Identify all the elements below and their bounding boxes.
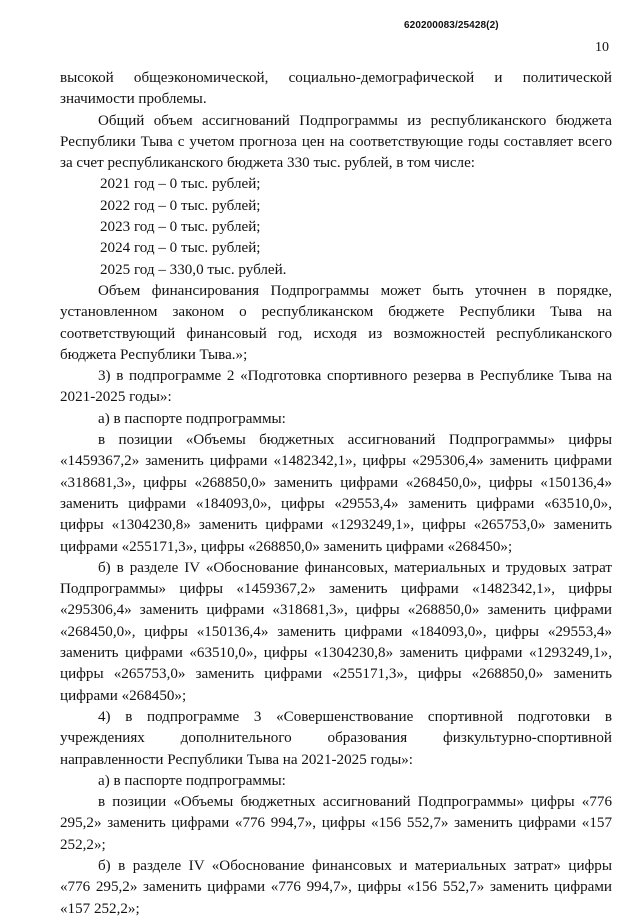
year-line-2022: 2022 год – 0 тыс. рублей; [100,197,261,214]
paragraph-item-3a-position: в позиции «Объемы бюджетных ассигнований Подпрограммы» цифры «1459367,2» заменить цифрами «1482342,1», цифры «295306,4» заменить цифрами «318681,3», цифры «268850,0» заменить цифрами «268450,0», цифры «150136,4» заменить цифрами «184093,0», цифры «29553,4» заменить цифрами «63510,0», цифры «1304230,8» заменить цифрами «1293249,1», цифры «265753,0» заменить цифрами «255171,3», цифры «268850,0» заменить цифрами «268450»; [60,432,612,555]
paragraph-financing-note: Объем финансирования Подпрограммы может быть уточнен в порядке, установленном законом о республиканском бюджете Республики Тыва на соответствующий финансовый год, исходя из возможностей республиканского бюджета Республики Тыва.»; [60,282,612,363]
year-line-2023: 2023 год – 0 тыс. рублей; [100,219,261,236]
paragraph-item-4: 4) в подпрограмме 3 «Совершенствование спортивной подготовки в учреждениях дополнительного образования физкультурно-спортивной направленности Республики Тыва на 2021-2025 годы»: [60,708,612,768]
year-line-2024: 2024 год – 0 тыс. рублей; [100,240,261,257]
paragraph-total-allocation: Общий объем ассигнований Подпрограммы из республиканского бюджета Республики Тыва с учетом прогноза цен на соответствующие годы составляет всего за счет республиканского бюджета 330 тыс. рублей, в том числе: [60,112,612,172]
document-id: 620200083/25428(2) [404,20,499,31]
paragraph-item-3b: б) в разделе IV «Обоснование финансовых, материальных и трудовых затрат Подпрограммы» цифры «1459367,2» заменить цифрами «1482342,1», цифры «295306,4» заменить цифрами «318681,3», цифры «268850,0» заменить цифрами «268450,0», цифры «150136,4» заменить цифрами «184093,0», цифры «29553,4» заменить цифрами «63510,0», цифры «1304230,8» заменить цифрами «1293249,1», цифры «265753,0» заменить цифрами «255171,3», цифры «268850,0» заменить цифрами «268450»; [60,559,612,704]
page-number: 10 [595,40,609,55]
year-line-2021: 2021 год – 0 тыс. рублей; [100,176,261,193]
paragraph-item-4a: а) в паспорте подпрограммы: [98,772,286,789]
paragraph-item-3a: а) в паспорте подпрограммы: [98,410,286,427]
paragraph-item-4a-position: в позиции «Объемы бюджетных ассигнований Подпрограммы» цифры «776 295,2» заменить цифрами «776 994,7», цифры «156 552,7» заменить цифрами «157 252,2»; [60,794,612,853]
year-line-2025: 2025 год – 330,0 тыс. рублей. [100,261,287,278]
document-body [60,68,612,920]
paragraph-item-3: 3) в подпрограмме 2 «Подготовка спортивного резерва в Республике Тыва на 2021-2025 годы»: [60,368,612,406]
paragraph-item-4b: б) в разделе IV «Обоснование финансовых и материальных затрат» цифры «776 295,2» заменить цифрами «776 994,7», цифры «156 552,7» заменить цифрами «157 252,2»; [60,857,612,917]
paragraph-continuation: высокой общеэкономической, социально-демографической и политической значимости проблемы. [60,70,612,108]
